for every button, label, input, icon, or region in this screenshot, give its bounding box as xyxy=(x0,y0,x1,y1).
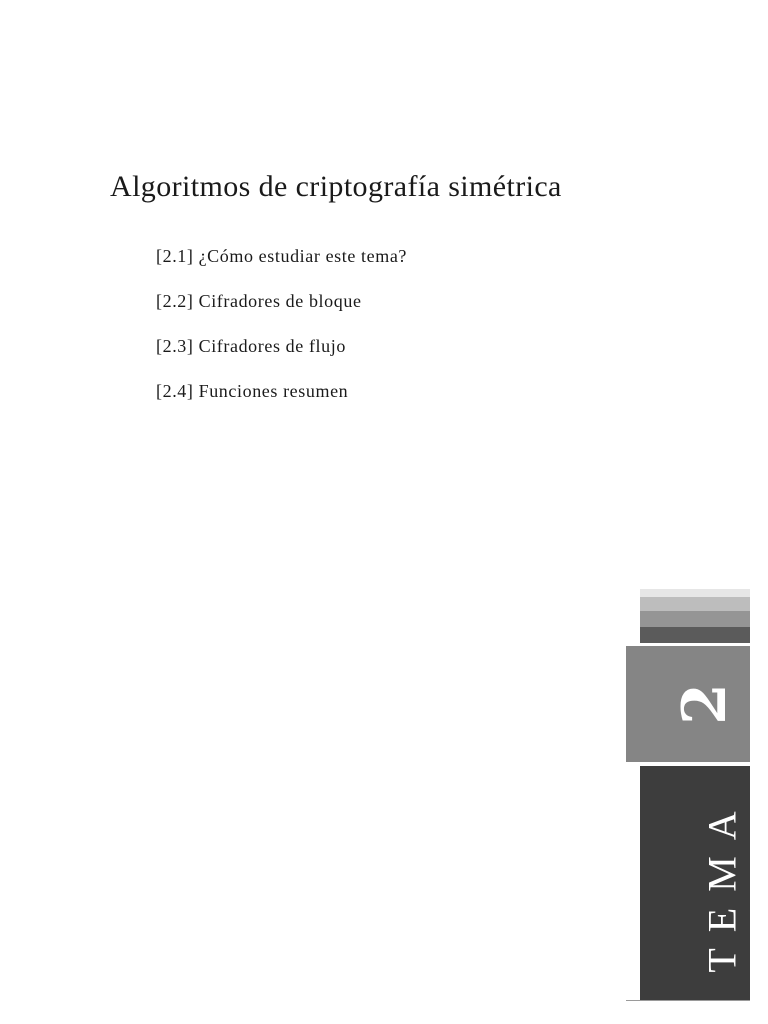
toc-item: [2.3] Cifradores de flujo xyxy=(156,336,346,356)
tab-stripe xyxy=(640,611,750,627)
page-title: Algoritmos de criptografía simétrica xyxy=(110,170,562,203)
toc-item: [2.4] Funciones resumen xyxy=(156,381,349,401)
table-of-contents xyxy=(156,242,407,422)
chapter-label: TEMA xyxy=(699,795,745,973)
chapter-number: 2 xyxy=(670,683,740,725)
tab-base-divider xyxy=(626,1000,750,1001)
tab-stripe xyxy=(640,589,750,597)
tab-stripe xyxy=(640,597,750,611)
toc-item: [2.2] Cifradores de bloque xyxy=(156,291,362,311)
toc-item: [2.1] ¿Cómo estudiar este tema? xyxy=(156,246,408,266)
